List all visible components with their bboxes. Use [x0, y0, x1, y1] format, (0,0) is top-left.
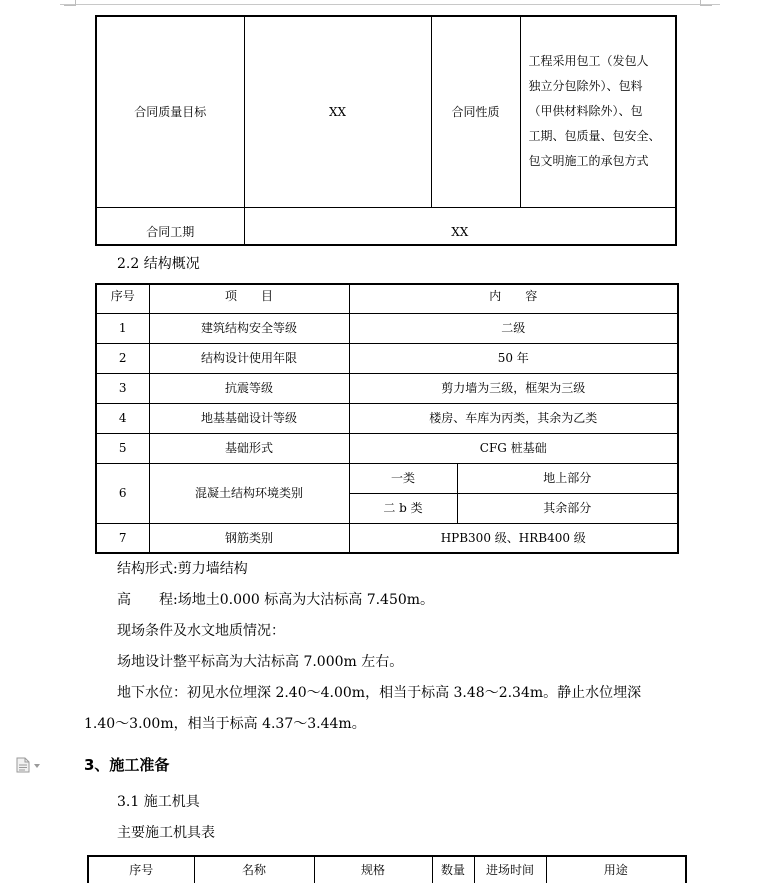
- cell-content: 50 年: [349, 343, 678, 373]
- paragraph-groundwater-1: 地下水位：初见水位埋深 2.40～4.00m，相当于标高 3.48～2.34m。静止水位埋深: [117, 685, 642, 701]
- header-spec: 规格: [314, 856, 432, 883]
- cell-env-scope: 其余部分: [457, 493, 678, 523]
- cell-item: 钢筋类别: [149, 523, 349, 553]
- header-no: 序号: [96, 284, 149, 313]
- header-qty: 数量: [432, 856, 474, 883]
- table-row: [96, 373, 678, 403]
- cell-content: 二级: [349, 313, 678, 343]
- contract-nature-value: [520, 16, 676, 207]
- cell-item: 结构设计使用年限: [149, 343, 349, 373]
- cell-no: 2: [96, 343, 149, 373]
- section-heading-3: 3、施工准备: [84, 756, 170, 774]
- table-row: [96, 463, 678, 493]
- equipment-table: [87, 855, 687, 883]
- chevron-down-icon[interactable]: [34, 764, 40, 768]
- section-heading-2-2: 2.2 结构概况: [117, 256, 200, 272]
- cell-no: 4: [96, 403, 149, 433]
- cell-env-class: 二 b 类: [349, 493, 457, 523]
- table-row: [96, 313, 678, 343]
- cell-env-scope: 地上部分: [457, 463, 678, 493]
- note-line: 工期、包质量、包安全、: [528, 129, 661, 144]
- table-row: [96, 16, 676, 207]
- paragraph-elevation: 高 程:场地土0.000 标高为大沽标高 7.450m。: [117, 592, 435, 608]
- header-item: 项 目: [149, 284, 349, 313]
- note-line: 包文明施工的承包方式: [528, 154, 649, 169]
- header-content: 内 容: [349, 284, 678, 313]
- cell-content: 楼房、车库为丙类，其余为乙类: [349, 403, 678, 433]
- section-heading-3-1: 3.1 施工机具: [117, 794, 200, 810]
- table-row: [96, 207, 676, 245]
- cell-content: HPB300 级、HRB400 级: [349, 523, 678, 553]
- contract-period-value: XX: [244, 207, 676, 245]
- paragraph-site-leveling: 场地设计整平标高为大沽标高 7.000m 左右。: [117, 654, 404, 670]
- table-row: [96, 433, 678, 463]
- cell-no: 3: [96, 373, 149, 403]
- table3-title: 主要施工机具表: [117, 825, 215, 841]
- table-header-row: [88, 856, 686, 883]
- header-purpose: 用途: [546, 856, 686, 883]
- table-row: [96, 523, 678, 553]
- cell-no: 5: [96, 433, 149, 463]
- note-line: 独立分包除外）、包料: [528, 79, 643, 94]
- cell-env-class: 一类: [349, 463, 457, 493]
- contract-quality-value: XX: [244, 16, 431, 207]
- crop-mark-right: [700, 0, 712, 6]
- contract-quality-label: 合同质量目标: [96, 16, 244, 207]
- table-row: [96, 403, 678, 433]
- header-entry-time: 进场时间: [474, 856, 546, 883]
- header-no: 序号: [88, 856, 194, 883]
- note-line: 工程采用包工（发包人: [528, 54, 649, 69]
- cell-item: 混凝土结构环境类别: [149, 463, 349, 523]
- contract-info-table: [95, 15, 677, 246]
- cell-no: 6: [96, 463, 149, 523]
- cell-content: 剪力墙为三级，框架为三级: [349, 373, 678, 403]
- crop-mark-left: [64, 0, 76, 6]
- cell-no: 7: [96, 523, 149, 553]
- page-top-edge: [60, 4, 720, 5]
- paragraph-site-conditions: 现场条件及水文地质情况：: [117, 623, 285, 639]
- contract-nature-label: 合同性质: [431, 16, 520, 207]
- cell-item: 地基基础设计等级: [149, 403, 349, 433]
- paragraph-structure-form: 结构形式:剪力墙结构: [117, 561, 248, 577]
- cell-item: 抗震等级: [149, 373, 349, 403]
- note-line: （甲供材料除外）、包: [528, 104, 643, 119]
- cell-item: 基础形式: [149, 433, 349, 463]
- paragraph-options-icon[interactable]: [16, 757, 30, 773]
- table-row: [96, 343, 678, 373]
- structure-overview-table: [95, 283, 679, 554]
- header-name: 名称: [194, 856, 314, 883]
- cell-item: 建筑结构安全等级: [149, 313, 349, 343]
- cell-content: CFG 桩基础: [349, 433, 678, 463]
- paragraph-groundwater-2: 1.40～3.00m，相当于标高 4.37～3.44m。: [84, 716, 366, 732]
- table-header-row: [96, 284, 678, 313]
- cell-no: 1: [96, 313, 149, 343]
- contract-period-label: 合同工期: [96, 207, 244, 245]
